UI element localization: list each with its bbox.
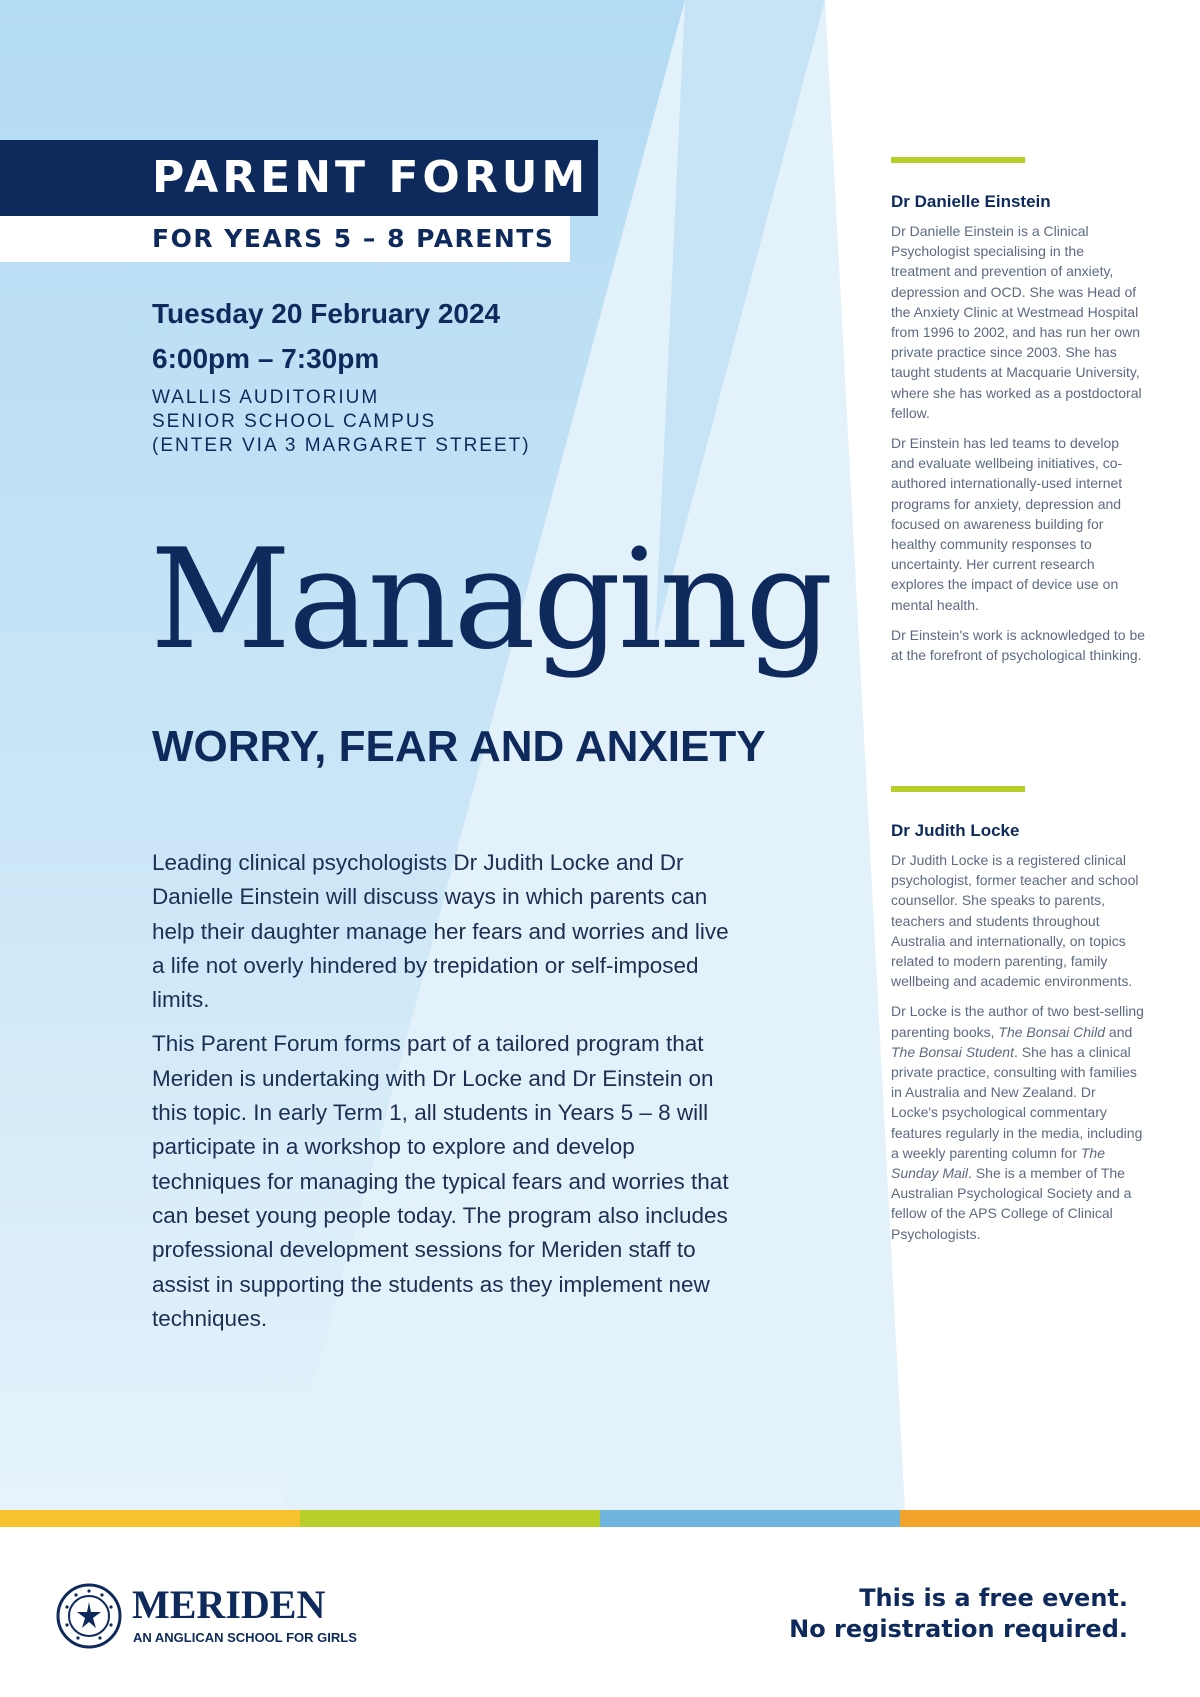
description-paragraph: This Parent Forum forms part of a tailored program that Meriden is undertaking with Dr Locke and Dr Einstein on this topic. In early Term 1, all students in Years 5 – 8 will participate in a workshop to explore and develop techniques for managing the typical fears and worries that can beset young people today. The program also includes professional development sessions for Meriden staff to assist in supporting the students as they implement new techniques. <box>152 1031 729 1331</box>
description-paragraph: Leading clinical psychologists Dr Judith Locke and Dr Danielle Einstein will discuss ways in which parents can help their daughter manage her fears and worries and live a life not overly hindered by trepidation or self-imposed limits. <box>152 850 729 1013</box>
accent-divider <box>891 786 1025 792</box>
notice-line: No registration required. <box>789 1615 1128 1643</box>
venue-line: WALLIS AUDITORIUM <box>152 387 380 408</box>
bio-paragraph: Dr Einstein has led teams to develop and evaluate wellbeing initiatives, co-authored internationally-used internet programs for anxiety, depression and focused on awareness building for healthy community responses to uncertainty. Her current research explores the impact of device use on mental health. <box>891 435 1123 613</box>
bio-locke <box>891 786 1146 1254</box>
bio-einstein <box>891 157 1146 675</box>
venue-line: SENIOR SCHOOL CAMPUS <box>152 411 437 432</box>
strip-segment <box>300 1510 600 1527</box>
accent-divider <box>891 157 1025 163</box>
notice-line: This is a free event. <box>859 1584 1128 1612</box>
bio-name: Dr Danielle Einstein <box>891 192 1051 211</box>
school-tagline: AN ANGLICAN SCHOOL FOR GIRLS <box>133 1630 357 1645</box>
event-date: Tuesday 20 February 2024 <box>152 298 501 329</box>
school-seal-icon <box>56 1583 122 1649</box>
bio-paragraph: Dr Judith Locke is a registered clinical psychologist, former teacher and school counsellor. She speaks to parents, teachers and students throughout Australia and internationally, on topics related to modern parenting, family wellbeing and academic environments. <box>891 852 1139 990</box>
bio-paragraph: Dr Danielle Einstein is a Clinical Psychologist specialising in the treatment and prevention of anxiety, depression and OCD. She was Head of the Anxiety Clinic at Westmead Hospital from 1996 to 2002, and has run her own private practice since 2003. She has taught students at Macquarie University, where she has worked as a postdoctoral fellow. <box>891 223 1142 421</box>
event-time: 6:00pm – 7:30pm <box>152 343 380 374</box>
bio-paragraph: Dr Locke is the author of two best-selling parenting books, The Bonsai Child and The Bonsai Student. She has a clinical private practice, consulting with families in Australia and New Zealand. Dr Locke's psychological commentary features regularly in the media, including a weekly parenting column for The Sunday Mail. She is a member of The Australian Psychological Society and a fellow of the APS College of Clinical Psychologists. <box>891 1003 1144 1242</box>
bio-paragraph: Dr Einstein's work is acknowledged to be at the forefront of psychological thinking. <box>891 626 1146 664</box>
event-venue <box>152 386 531 458</box>
headline: Managing <box>150 519 831 680</box>
bio-name: Dr Judith Locke <box>891 821 1020 840</box>
school-name: MERIDEN <box>132 1582 326 1627</box>
strip-segment <box>900 1510 1200 1527</box>
venue-line: (ENTER VIA 3 MARGARET STREET) <box>152 435 531 456</box>
school-logo <box>56 1583 356 1655</box>
color-strip <box>0 1510 1200 1527</box>
strip-segment <box>0 1510 300 1527</box>
strip-segment <box>600 1510 900 1527</box>
free-event-notice <box>789 1583 1128 1645</box>
event-description <box>152 846 737 1346</box>
headline-subtitle: WORRY, FEAR AND ANXIETY <box>152 722 766 771</box>
audience-banner: FOR YEARS 5 – 8 PARENTS <box>0 216 570 262</box>
forum-title-banner: PARENT FORUM <box>0 140 598 216</box>
